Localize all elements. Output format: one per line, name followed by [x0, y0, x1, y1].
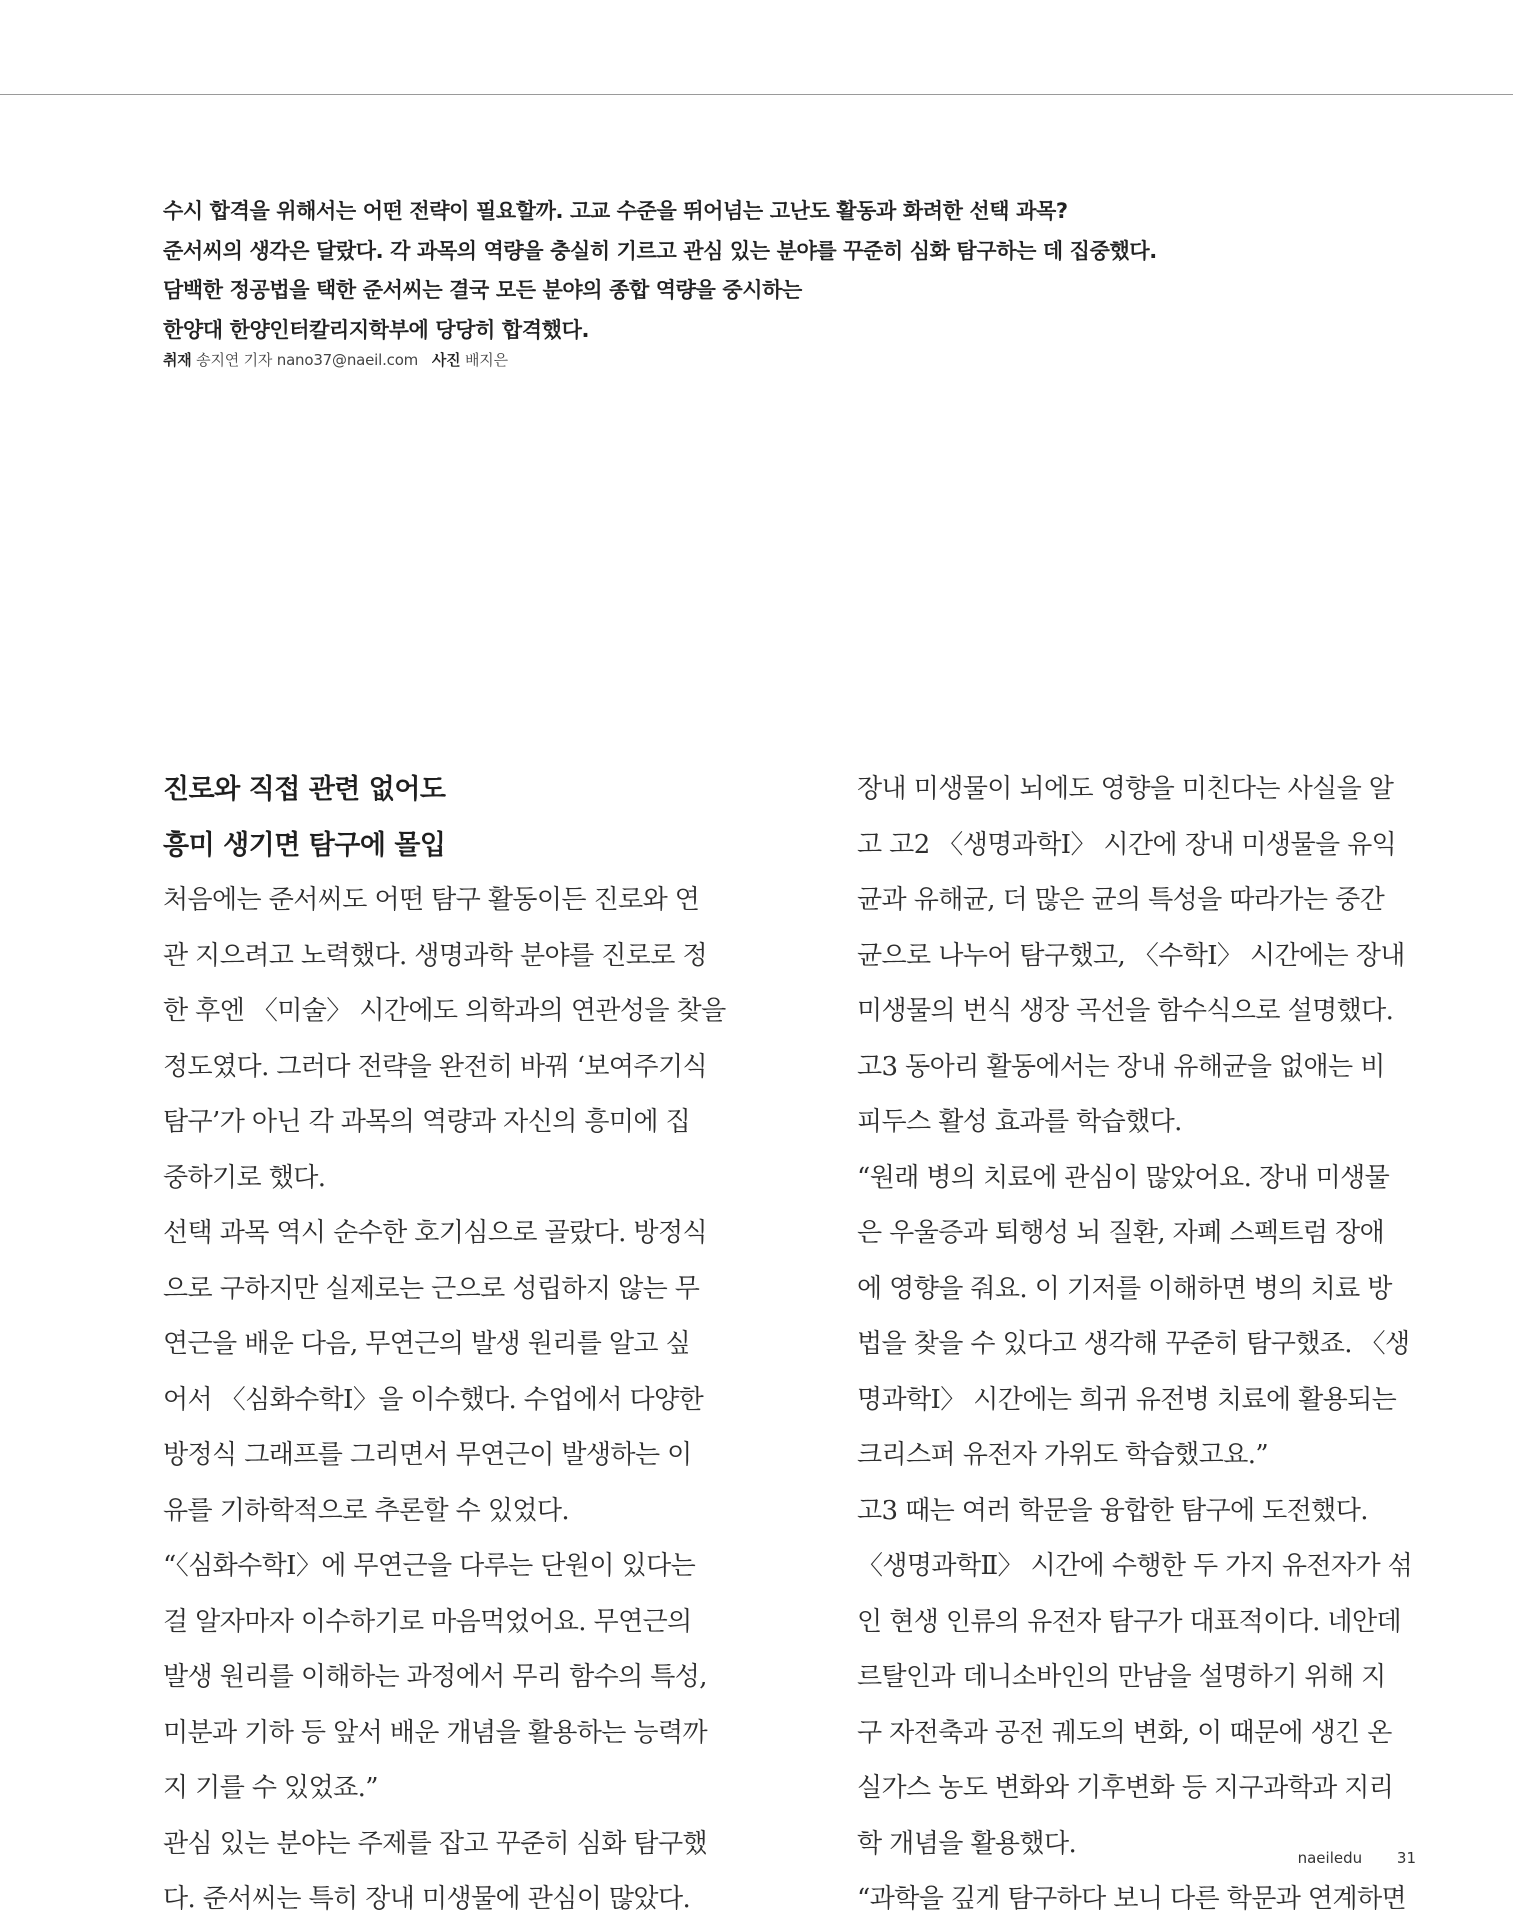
- left-column: [163, 762, 726, 1928]
- body-line: 연근을 배운 다음, 무연근의 발생 원리를 알고 싶: [163, 1329, 691, 1359]
- body-line: 처음에는 준서씨도 어떤 탐구 활동이든 진로와 연: [163, 885, 700, 915]
- body-line: “과학을 깊게 탐구하다 보니 다른 학문과 연계하면: [857, 1884, 1407, 1914]
- body-line: 실가스 농도 변화와 기후변화 등 지구과학과 지리: [857, 1773, 1394, 1803]
- article-credits: [163, 349, 508, 370]
- body-line: 고3 때는 여러 학문을 융합한 탐구에 도전했다.: [857, 1495, 1368, 1526]
- right-column: [857, 762, 1417, 1928]
- body-line: 장내 미생물이 뇌에도 영향을 미친다는 사실을 알: [857, 774, 1394, 804]
- photographer-name: 배지은: [465, 351, 508, 369]
- subhead-line: 흥미 생기면 탐구에 몰입: [163, 829, 446, 861]
- lead-line: 준서씨의 생각은 달랐다. 각 과목의 역량을 충실히 기르고 관심 있는 분야를 꾸준히 심화 탐구하는 데 집중했다.: [163, 238, 1157, 263]
- body-line: 구 자전축과 공전 궤도의 변화, 이 때문에 생긴 온: [857, 1717, 1392, 1748]
- body-line: 법을 찾을 수 있다고 생각해 꾸준히 탐구했죠. 〈생: [857, 1329, 1410, 1359]
- lead-line: 한양대 한양인터칼리지학부에 당당히 합격했다.: [163, 317, 590, 342]
- section-subhead: [163, 762, 723, 873]
- body-line: 고3 동아리 활동에서는 장내 유해균을 없애는 비: [857, 1051, 1385, 1082]
- body-line: 관 지으려고 노력했다. 생명과학 분야를 진로로 정: [163, 940, 707, 971]
- body-line: 선택 과목 역시 순수한 호기심으로 골랐다. 방정식: [163, 1218, 707, 1248]
- body-line: 은 우울증과 퇴행성 뇌 질환, 자폐 스펙트럼 장애: [857, 1218, 1385, 1248]
- reporter-label: 취재: [163, 351, 192, 369]
- body-line: 르탈인과 데니소바인의 만남을 설명하기 위해 지: [857, 1662, 1386, 1692]
- publication-name: naeiledu: [1297, 1849, 1363, 1867]
- lead-line: 수시 합격을 위해서는 어떤 전략이 필요할까. 고교 수준을 뛰어넘는 고난도 활동과 화려한 선택 과목?: [163, 199, 1068, 223]
- body-line: 〈생명과학Ⅱ〉 시간에 수행한 두 가지 유전자가 섞: [857, 1551, 1413, 1581]
- body-line: 으로 구하지만 실제로는 근으로 성립하지 않는 무: [163, 1273, 700, 1304]
- body-line: 명과학Ⅰ〉 시간에는 희귀 유전병 치료에 활용되는: [857, 1384, 1397, 1415]
- photo-label: 사진: [431, 351, 461, 369]
- body-line: 지 기를 수 있었죠.”: [163, 1773, 378, 1803]
- lead-paragraph: [163, 192, 1363, 350]
- lead-line: 담백한 정공법을 택한 준서씨는 결국 모든 분야의 종합 역량을 중시하는: [163, 278, 802, 302]
- body-line: 에 영향을 줘요. 이 기저를 이해하면 병의 치료 방: [857, 1273, 1392, 1304]
- body-line: 크리스퍼 유전자 가위도 학습했고요.”: [857, 1440, 1269, 1470]
- top-divider: [0, 94, 1513, 95]
- body-line: 관심 있는 분야는 주제를 잡고 꾸준히 심화 탐구했: [163, 1828, 707, 1859]
- body-line: 걸 알자마자 이수하기로 마음먹었어요. 무연근의: [163, 1606, 692, 1637]
- reporter-info: 송지연 기자 nano37@naeil.com: [196, 351, 419, 369]
- body-line: 발생 원리를 이해하는 과정에서 무리 함수의 특성,: [163, 1662, 707, 1692]
- body-line: 균과 유해균, 더 많은 균의 특성을 따라가는 중간: [857, 885, 1385, 915]
- body-line: 중하기로 했다.: [163, 1162, 326, 1193]
- subhead-line: 진로와 직접 관련 없어도: [163, 774, 446, 805]
- body-line: 유를 기하학적으로 추론할 수 있었다.: [163, 1495, 570, 1526]
- body-line: “원래 병의 치료에 관심이 많았어요. 장내 미생물: [857, 1162, 1390, 1193]
- body-line: 다. 준서씨는 특히 장내 미생물에 관심이 많았다.: [163, 1884, 691, 1914]
- body-line: 고 고2 〈생명과학Ⅰ〉 시간에 장내 미생물을 유익: [857, 829, 1397, 860]
- body-line: 어서 〈심화수학Ⅰ〉을 이수했다. 수업에서 다양한: [163, 1384, 704, 1415]
- body-line: 인 현생 인류의 유전자 탐구가 대표적이다. 네안데: [857, 1606, 1401, 1637]
- body-line: 피두스 활성 효과를 학습했다.: [857, 1107, 1182, 1137]
- body-line: 학 개념을 활용했다.: [857, 1828, 1077, 1859]
- body-line: 방정식 그래프를 그리면서 무연근이 발생하는 이: [163, 1440, 692, 1470]
- body-line: 균으로 나누어 탐구했고, 〈수학Ⅰ〉 시간에는 장내: [857, 940, 1405, 971]
- page-number: 31: [1396, 1849, 1416, 1867]
- body-line: 미생물의 번식 생장 곡선을 함수식으로 설명했다.: [857, 996, 1394, 1026]
- page-footer: [1298, 1849, 1416, 1867]
- body-line: “〈심화수학Ⅰ〉에 무연근을 다루는 단원이 있다는: [163, 1551, 696, 1581]
- body-line: 정도였다. 그러다 전략을 완전히 바꿔 ‘보여주기식: [163, 1051, 707, 1082]
- body-line: 미분과 기하 등 앞서 배운 개념을 활용하는 능력까: [163, 1717, 707, 1748]
- body-line: 한 후엔 〈미술〉 시간에도 의학과의 연관성을 찾을: [163, 996, 726, 1026]
- body-line: 탐구’가 아닌 각 과목의 역량과 자신의 흥미에 집: [163, 1107, 691, 1137]
